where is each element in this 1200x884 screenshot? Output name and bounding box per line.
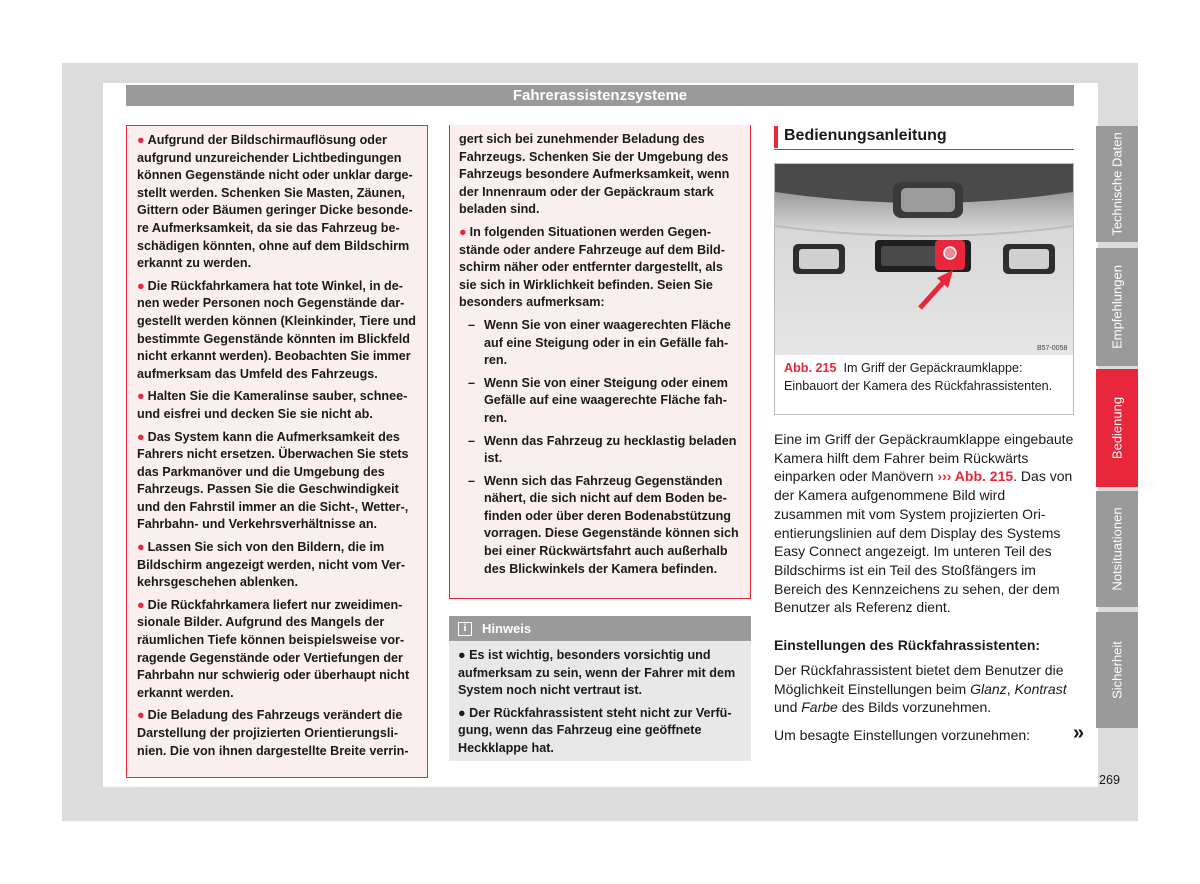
subheading-settings: Einstellungen des Rückfahrassistenten: — [774, 637, 1041, 653]
figure-caption: Abb. 215 Im Griff der Gepäckraumklappe: Einbauort der Kamera des Rückfahrassistenten. — [784, 361, 1053, 393]
dash-item: – Wenn Sie von einer Steigung oder einem Gefälle auf eine waagerechte Fläche fahren. — [459, 375, 742, 428]
bullet-icon: ● — [137, 540, 145, 555]
bullet-icon: ● — [137, 133, 145, 147]
warning-item: ● Die Beladung des Fahrzeugs verändert die Darstellung der projizierten Orientierungslinien. Die von ihnen dargestellte Breite verrin- — [137, 708, 409, 758]
bullet-icon: ● — [458, 705, 470, 720]
dash-item: – Wenn sich das Fahrzeug Gegenständen nähert, die sich nicht auf dem Boden befinden oder über deren Bodenabstützung vorragen. Diese Gegenstände können sich bei einer Rückwärtsfahrt auch außerhalb des Blickwinkels der Kamera befinden. — [459, 473, 742, 579]
bullet-icon: ● — [137, 597, 145, 612]
tab-sicherheit[interactable]: Sicherheit — [1096, 612, 1138, 728]
bullet-icon: ● — [137, 429, 145, 444]
bullet-icon: ● — [459, 224, 467, 239]
warning-item: ● Lassen Sie sich von den Bildern, die im Bildschirm angezeigt werden, nicht vom Verkehrsgeschehen ablenken. — [137, 540, 406, 590]
bullet-icon: ● — [137, 389, 145, 404]
warning-item: ● Die Rückfahrkamera liefert nur zweidimensionale Bilder. Aufgrund des Mangels der räumlichen Tiefe können beispielsweise vorragende Gegenstände oder Vertiefungen der Fahrbahn nur schwierig oder überhaupt nicht erkannt werden. — [137, 597, 410, 700]
note-item: ● Es ist wichtig, besonders vorsichtig und aufmerksam zu sein, wenn der Fahrer mit dem System noch nicht vertraut ist. — [458, 648, 736, 698]
dash-item: – Wenn das Fahrzeug zu hecklastig beladen ist. — [459, 433, 742, 468]
figure-label: Abb. 215 — [784, 361, 837, 375]
info-icon: i — [458, 622, 472, 636]
figure-reference-link[interactable]: ››› Abb. 215 — [937, 468, 1014, 485]
dash-item: – Wenn Sie von einer waagerechten Fläche auf eine Steigung oder in ein Gefälle fahren. — [459, 317, 742, 370]
dash-icon: – — [467, 473, 475, 488]
camera-location-photo — [775, 164, 1073, 355]
section-title: Bedienungsanleitung — [774, 126, 1074, 148]
tab-empfehlungen[interactable]: Empfehlungen — [1096, 248, 1138, 366]
bullet-icon: ● — [137, 278, 145, 293]
bullet-icon: ● — [458, 648, 470, 662]
warning-item: ● Die Rückfahrkamera hat tote Winkel, in denen weder Personen noch Gegenstände dargestellt werden können (Kleinkinder, Tiere und bestimmte Gegenstände könnten im Blickfeld nicht erkannt werden). Beobachten Sie immer aufmerksam das Umfeld des Fahrzeugs. — [137, 278, 416, 381]
warning-item: ● Das System kann die Aufmerksamkeit des Fahrers nicht ersetzen. Überwachen Sie stets das Parkmanöver und die Umgebung des Fahrzeugs. Passen Sie die Geschwindigkeit und den Fahrstil immer an die Sicht-, Wetter-, Fahrbahn- und Verkehrsverhältnisse an. — [137, 429, 409, 532]
tab-technische-daten[interactable]: Technische Daten — [1096, 126, 1138, 242]
settings-paragraph: Der Rückfahrassistent bietet dem Benutzer die Möglichkeit Einstellungen beim Glanz, Kontrast und Farbe des Bilds vorzunehmen. — [774, 662, 1067, 716]
warning-item: ● Halten Sie die Kameralinse sauber, schnee- und eisfrei und decken Sie sie nicht ab. — [137, 389, 408, 421]
note-item: ● Der Rückfahrassistent steht nicht zur Verfügung, wenn das Fahrzeug eine geöffnete Heckklappe hat. — [458, 705, 732, 755]
instruction-paragraph: Um besagte Einstellungen vorzunehmen: — [774, 727, 1031, 743]
warning-box-left — [126, 125, 428, 778]
warning-item: ● Aufgrund der Bildschirmauflösung oder aufgrund unzureichender Lichtbedingungen können Gegenstände nicht oder unklar dargestellt werden. Schenken Sie Masten, Zäunen, Gittern oder Bäumen geringer Dicke besondere Aufmerksamkeit, da sie das Fahrzeug beschädigen könnten, ohne auf dem Bildschirm erkannt zu werden. — [137, 133, 413, 271]
tab-notsituationen[interactable]: Notsituationen — [1096, 491, 1138, 607]
note-box — [449, 616, 751, 761]
warning-box-right — [449, 125, 751, 599]
warning-continuation: gert sich bei zunehmender Beladung des Fahrzeugs. Schenken Sie der Umgebung des Fahrzeugs besondere Aufmerksamkeit, wenn der Innenraum oder der Gepäckraum stark beladen sind. — [459, 132, 730, 217]
page-number: 269 — [1099, 773, 1121, 787]
dash-icon: – — [467, 375, 475, 390]
section-rule — [774, 149, 1074, 150]
page-header: Fahrerassistenzsysteme — [126, 85, 1074, 106]
note-body — [449, 641, 751, 758]
tab-bedienung[interactable]: Bedienung — [1096, 369, 1138, 487]
continue-icon: » — [1073, 722, 1085, 744]
dash-icon: – — [467, 317, 475, 332]
note-title: Hinweis — [482, 621, 532, 636]
bullet-icon: ● — [137, 708, 145, 723]
warning-item: ● In folgenden Situationen werden Gegenstände oder andere Fahrzeuge auf dem Bildschirm näher oder entfernter dargestellt, als sie sich in Wirklichkeit befinden. Seien Sie besonders aufmerksam: — [459, 224, 725, 310]
intro-paragraph: Eine im Griff der Gepäckraumklappe eingebaute Kamera hilft dem Fahrer beim Rückwärts einparken oder Manövern ››› Abb. 215. Das von der Kamera aufgenommene Bild wird zusammen mit vom System projizierten Orientierungslinien auf dem Display des Systems Easy Connect angezeigt. Im unteren Teil des Bildschirms ist ein Teil des Stoßfängers im Bereich des Kennzeichens zu sehen, der dem Benutzer als Referenz dient. — [774, 431, 1074, 616]
note-header — [449, 616, 751, 641]
figure-215 — [774, 163, 1074, 415]
dash-icon: – — [467, 433, 475, 448]
figure-code: B57-0058 — [1037, 345, 1068, 352]
